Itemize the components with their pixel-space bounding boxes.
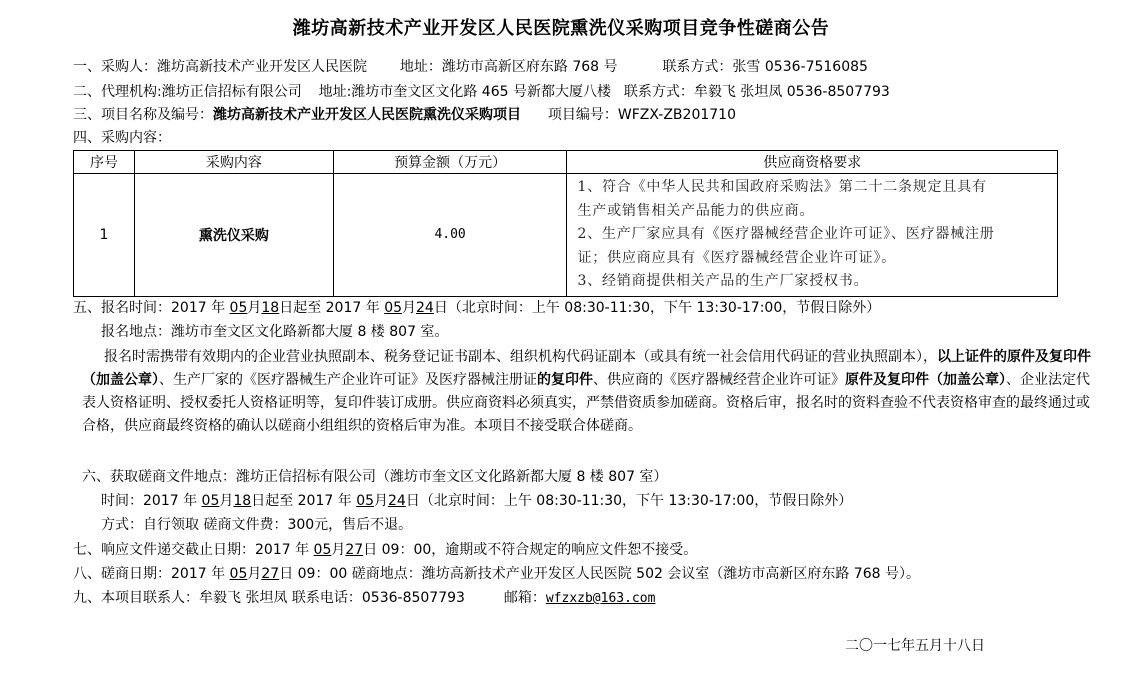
negotiation-month: 05 <box>229 566 248 582</box>
negotiation-prefix: 八、磋商日期：2017 年 <box>73 566 226 582</box>
acq-time-suffix: 日（北京时间：上午 08:30-11:30，下午 13:30-17:00，节假日除外） <box>405 493 853 509</box>
contact-label: 九、本项目联系人：牟毅飞 张坦凤 联系电话：0536-8507793 <box>73 590 465 606</box>
contact-line <box>73 588 655 609</box>
header-item: 采购内容 <box>134 151 333 174</box>
agency-line <box>73 82 890 102</box>
project-name: 潍坊高新技术产业开发区人民医院熏洗仪采购项目 <box>213 107 521 123</box>
agency-label: 二、代理机构:潍坊正信招标有限公司 <box>73 84 302 100</box>
negotiation-suffix: 日 09：00 磋商地点：潍坊高新技术产业开发区人民医院 502 会议室（潍坊市高新区府东路 768 号）。 <box>279 566 920 582</box>
requirement-line: 生产或销售相关产品能力的供应商。 <box>577 202 815 219</box>
acq-day-start: 18 <box>233 493 252 509</box>
deadline-day: 27 <box>345 542 364 558</box>
requirement-line: 1、符合《中华人民共和国政府采购法》第二十二条规定且具有 <box>577 179 987 195</box>
project-line <box>73 105 736 125</box>
reg-month-end: 05 <box>384 300 403 316</box>
reg-docs-text: 、供应商的《医疗器械经营企业许可证》 <box>593 372 845 388</box>
cell-requirements <box>567 174 1058 297</box>
reg-docs-bold: 的复印件 <box>537 372 593 388</box>
docs-acquire-method: 方式：自行领取 磋商文件费：300元，售后不退。 <box>101 517 413 533</box>
deadline-suffix: 日 09：00，逾期或不符合规定的响应文件恕不接受。 <box>363 542 698 558</box>
project-label: 三、项目名称及编号： <box>73 107 213 123</box>
deadline-line <box>73 540 697 560</box>
deadline-month-unit: 月 <box>331 542 346 558</box>
content-label: 四、采购内容： <box>73 130 171 146</box>
notice-date: 二〇一七年五月十八日 <box>845 638 985 654</box>
buyer-line <box>73 57 868 77</box>
cell-budget: 4.00 <box>333 174 567 297</box>
docs-acquire-time <box>101 491 852 511</box>
email-link[interactable]: wfzxzb@163.com <box>545 591 656 606</box>
acq-month-unit: 月 <box>219 493 234 509</box>
reg-month-unit: 月 <box>247 300 262 316</box>
registration-docs <box>82 346 1092 438</box>
deadline-month: 05 <box>313 542 332 558</box>
acq-month-end: 05 <box>356 493 375 509</box>
reg-docs-text: 、企业法定代表人资格证明、授权委托人资格证明等，复印件装订成册。供应商资料必须真实，严禁借资质参加磋商。资格后审，报名时的资料查验不代表资格审查的最终通过或合格，供应商最终资格的确认以磋商小组组织的资格后审为准。本项目不接受联合体磋商。 <box>82 372 1090 434</box>
registration-time <box>73 298 880 318</box>
acq-month-start: 05 <box>201 493 220 509</box>
cell-item: 熏洗仪采购 <box>134 174 333 297</box>
email-label: 邮箱： <box>503 590 546 606</box>
reg-day-end: 24 <box>416 300 434 316</box>
project-code: 项目编号：WFZX-ZB201710 <box>547 107 736 123</box>
reg-docs-bold: 原件及复印件（加盖公章） <box>845 372 1006 388</box>
requirement-line: 证；供应商应具有《医疗器械经营企业许可证》。 <box>577 249 897 266</box>
table-header-row <box>74 151 1058 174</box>
acq-time-prefix: 时间：2017 年 <box>101 493 198 509</box>
buyer-label: 一、采购人：潍坊高新技术产业开发区人民医院 <box>73 59 367 75</box>
reg-time-prefix: 五、报名时间：2017 年 <box>73 300 226 316</box>
requirement-line: 2、生产厂家应具有《医疗器械经营企业许可证》、医疗器械注册 <box>577 226 995 242</box>
reg-day-start: 18 <box>261 300 280 316</box>
reg-month-unit-end: 月 <box>402 300 417 316</box>
header-no: 序号 <box>74 151 135 174</box>
procurement-table <box>73 150 1058 297</box>
reg-docs-text: 报名时需携带有效期内的企业营业执照副本、税务登记证书副本、组织机构代码证副本（或具有统一社会信用代码证的营业执照副本）， <box>104 349 937 365</box>
agency-contact: 联系方式：牟毅飞 张坦凤 0536-8507793 <box>623 84 890 100</box>
acq-time-mid: 日起至 2017 年 <box>251 493 352 509</box>
requirement-line: 3、经销商提供相关产品的生产厂家授权书。 <box>577 273 869 289</box>
reg-docs-text: 、生产厂家的《医疗器械生产企业许可证》及医疗器械注册证 <box>159 372 537 388</box>
header-requirements: 供应商资格要求 <box>567 151 1058 174</box>
page-title: 潍坊高新技术产业开发区人民医院熏洗仪采购项目竞争性磋商公告 <box>292 18 830 39</box>
cell-no: 1 <box>74 174 135 297</box>
docs-acquire-place: 六、获取磋商文件地点：潍坊正信招标有限公司（潍坊市奎文区文化路新都大厦 8 楼 807 室） <box>82 469 668 485</box>
agency-address: 地址:潍坊市奎文区文化路 465 号新都大厦八楼 <box>318 84 611 100</box>
negotiation-month-unit: 月 <box>247 566 262 582</box>
reg-time-suffix: 日（北京时间：上午 08:30-11:30，下午 13:30-17:00，节假日除外） <box>433 300 881 316</box>
acq-day-end: 24 <box>388 493 406 509</box>
negotiation-line <box>73 564 920 584</box>
table-row <box>74 174 1058 297</box>
acq-month-unit-end: 月 <box>374 493 389 509</box>
registration-place: 报名地点：潍坊市奎文区文化路新都大厦 8 楼 807 室。 <box>101 324 449 340</box>
reg-time-mid: 日起至 2017 年 <box>279 300 380 316</box>
deadline-prefix: 七、响应文件递交截止日期：2017 年 <box>73 542 310 558</box>
negotiation-day: 27 <box>261 566 280 582</box>
reg-docs-bold: 以上证件的原件及复印件（加盖公章） <box>82 349 1091 388</box>
buyer-contact: 联系方式：张雪 0536-7516085 <box>662 59 868 75</box>
header-budget: 预算金额（万元） <box>333 151 567 174</box>
reg-month-start: 05 <box>229 300 248 316</box>
buyer-address: 地址：潍坊市高新区府东路 768 号 <box>399 59 618 75</box>
